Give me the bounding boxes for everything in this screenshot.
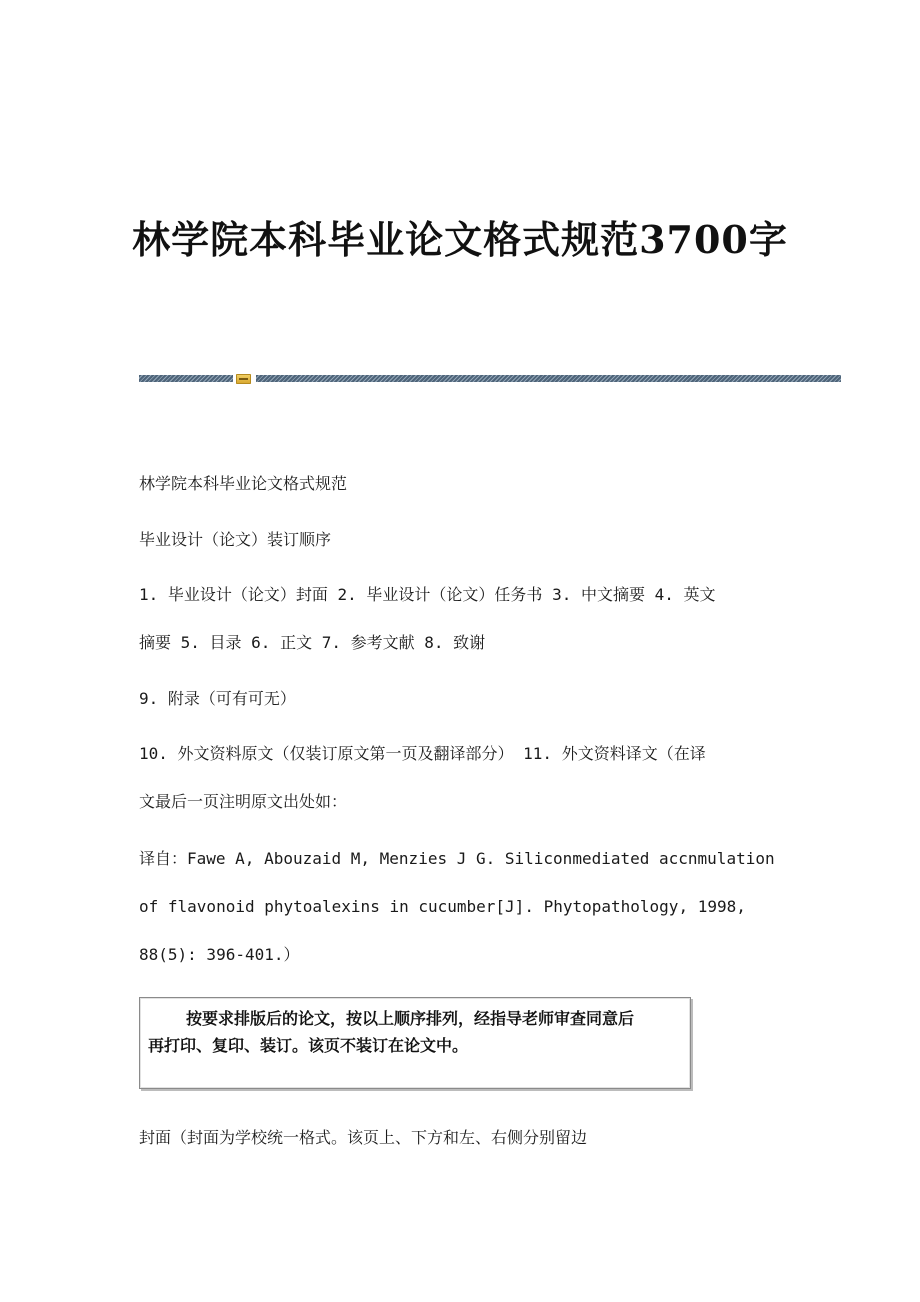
paragraph-citation [139, 835, 799, 979]
paragraph-foreign-material [139, 730, 799, 826]
paragraph-line: of flavonoid phytoalexins in cucumber[J]. Phytopathology, 1998, [139, 897, 746, 916]
divider-bar-left [139, 375, 233, 382]
title-divider [139, 374, 841, 384]
paragraph-binding-order: 毕业设计（论文）装订顺序 [139, 530, 332, 549]
paragraph-line: 译自：Fawe A, Abouzaid M, Menzies J G. Siliconmediated accnmulation [139, 849, 775, 868]
paragraph-heading: 林学院本科毕业论文格式规范 [139, 474, 348, 493]
paragraph-line: 1. 毕业设计（论文）封面 2. 毕业设计（论文）任务书 3. 中文摘要 4. 英文 [139, 585, 716, 604]
paragraph-order-list [139, 571, 799, 667]
note-line: 再打印、复印、装订。该页不装订在论文中。 [148, 1036, 469, 1055]
paragraph-cover: 封面（封面为学校统一格式。该页上、下方和左、右侧分别留边 [139, 1128, 588, 1147]
paragraph-line: 88(5): 396-401.） [139, 945, 300, 964]
divider-ornament-icon [236, 374, 251, 384]
document-title: 林学院本科毕业论文格式规范3700字 [132, 217, 788, 262]
note-box [139, 997, 691, 1089]
paragraph-line: 摘要 5. 目录 6. 正文 7. 参考文献 8. 致谢 [139, 633, 486, 652]
paragraph-line: 10. 外文资料原文（仅装订原文第一页及翻译部分） 11. 外文资料译文（在译 [139, 744, 706, 763]
divider-bar-right [256, 375, 841, 382]
note-line: 按要求排版后的论文，按以上顺序排列，经指导老师审查同意后 [186, 1009, 635, 1028]
paragraph-appendix: 9. 附录（可有可无） [139, 689, 296, 708]
paragraph-line: 文最后一页注明原文出处如： [139, 792, 348, 811]
